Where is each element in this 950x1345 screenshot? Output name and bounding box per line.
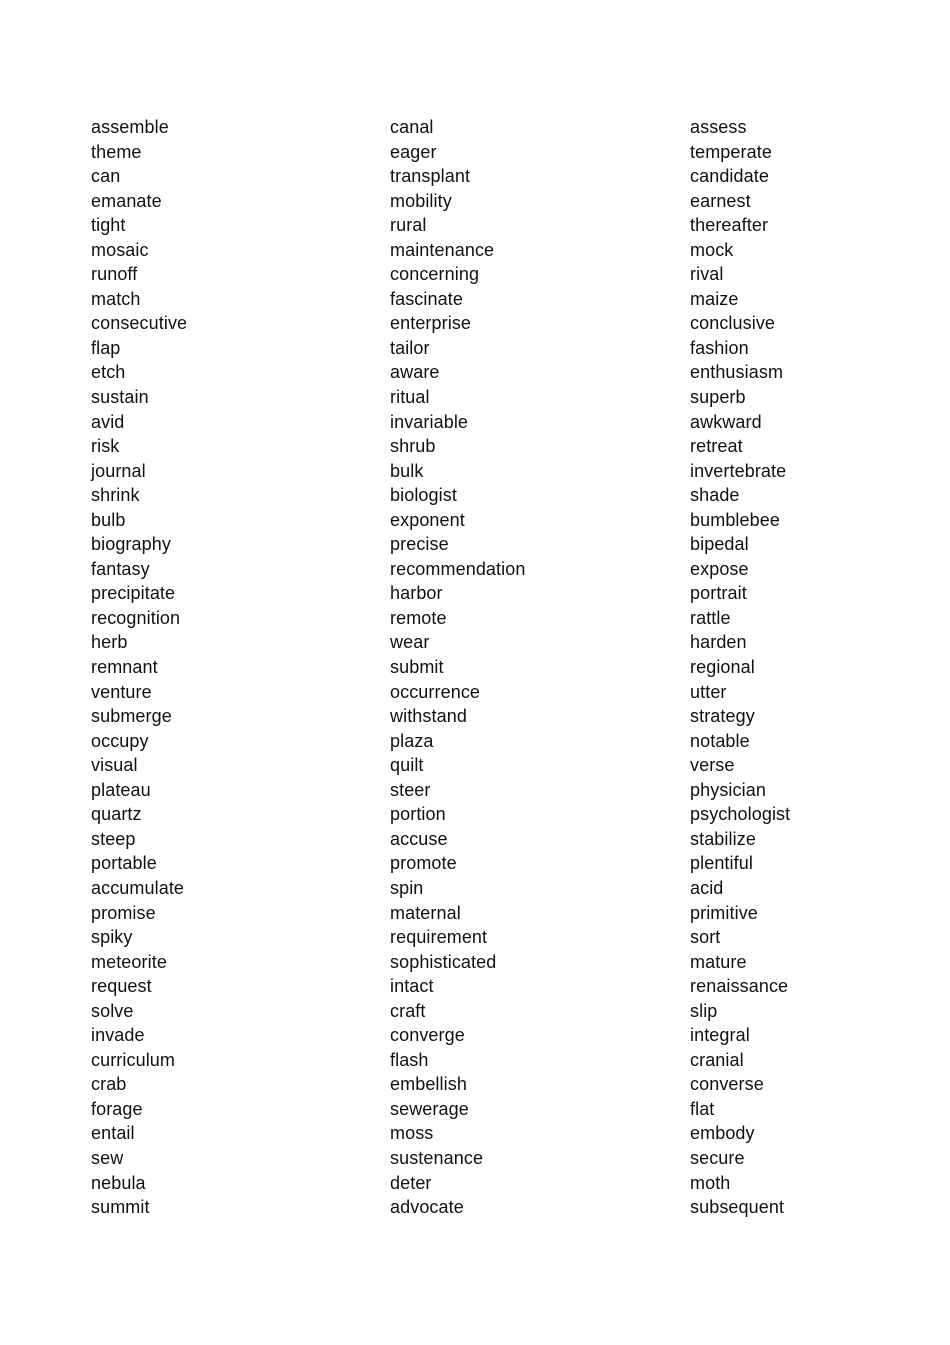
word-item: maternal	[390, 902, 461, 923]
word-item: thereafter	[690, 215, 769, 236]
word-item: fantasy	[91, 558, 150, 579]
word-item: crab	[91, 1074, 127, 1095]
word-item: secure	[690, 1147, 745, 1168]
word-item: sustenance	[390, 1147, 484, 1168]
word-item: cranial	[690, 1049, 744, 1070]
word-item: moss	[390, 1123, 434, 1144]
word-item: verse	[690, 755, 735, 776]
word-item: mobility	[390, 190, 452, 211]
word-item: regional	[690, 657, 755, 678]
word-item: transplant	[390, 166, 471, 187]
word-item: advocate	[390, 1197, 464, 1218]
word-item: retreat	[690, 436, 743, 457]
word-item: meteorite	[91, 951, 167, 972]
word-item: submit	[390, 657, 444, 678]
word-item: promote	[390, 853, 457, 874]
word-column-1	[91, 115, 187, 1220]
word-item: harbor	[390, 583, 443, 604]
word-item: embody	[690, 1123, 755, 1144]
word-item: tight	[91, 215, 126, 236]
word-item: bumblebee	[690, 509, 780, 530]
word-item: portable	[91, 853, 157, 874]
word-item: renaissance	[690, 976, 789, 997]
word-item: steer	[390, 779, 431, 800]
word-item: herb	[91, 632, 128, 653]
word-item: awkward	[690, 411, 762, 432]
word-column-3	[690, 115, 790, 1220]
word-item: shade	[690, 485, 740, 506]
word-item: mosaic	[91, 239, 149, 260]
word-item: canal	[390, 117, 434, 137]
word-item: wear	[390, 632, 430, 653]
word-item: portrait	[690, 583, 747, 604]
word-item: assemble	[91, 117, 169, 137]
word-item: recognition	[91, 607, 181, 628]
word-item: journal	[91, 460, 146, 481]
word-item: shrink	[91, 485, 140, 506]
word-item: bipedal	[690, 534, 749, 555]
word-item: promise	[91, 902, 156, 923]
word-item: runoff	[91, 264, 138, 285]
word-item: rural	[390, 215, 427, 236]
word-item: biography	[91, 534, 171, 555]
word-item: fascinate	[390, 288, 463, 309]
word-item: maize	[690, 288, 739, 309]
word-item: plateau	[91, 779, 151, 800]
word-item: recommendation	[390, 558, 526, 579]
word-item: venture	[91, 681, 152, 702]
word-item: invade	[91, 1025, 145, 1046]
word-item: portion	[390, 804, 446, 825]
word-item: fashion	[690, 337, 749, 358]
word-item: candidate	[690, 166, 769, 187]
word-item: occupy	[91, 730, 149, 751]
word-item: occurrence	[390, 681, 481, 702]
word-item: requirement	[390, 927, 488, 948]
word-item: assess	[690, 117, 747, 137]
word-item: physician	[690, 779, 766, 800]
word-item: avid	[91, 411, 125, 432]
word-column-2	[390, 115, 525, 1220]
word-item: integral	[690, 1025, 750, 1046]
word-item: quilt	[390, 755, 424, 776]
word-item: biologist	[390, 485, 457, 506]
word-item: request	[91, 976, 152, 997]
word-item: slip	[690, 1000, 718, 1021]
word-item: enterprise	[390, 313, 472, 334]
word-item: quartz	[91, 804, 142, 825]
word-item: moth	[690, 1172, 731, 1193]
word-item: emanate	[91, 190, 162, 211]
word-item: can	[91, 166, 121, 187]
word-item: bulk	[390, 460, 424, 481]
word-item: plaza	[390, 730, 434, 751]
word-item: invertebrate	[690, 460, 787, 481]
word-item: submerge	[91, 706, 172, 727]
word-item: stabilize	[690, 828, 756, 849]
word-item: remote	[390, 607, 447, 628]
word-item: spiky	[91, 927, 133, 948]
word-item: subsequent	[690, 1197, 785, 1218]
word-item: summit	[91, 1197, 150, 1218]
word-item: deter	[390, 1172, 432, 1193]
word-item: maintenance	[390, 239, 495, 260]
word-item: sewerage	[390, 1098, 469, 1119]
word-item: acid	[690, 877, 724, 898]
word-item: bulb	[91, 509, 126, 530]
word-item: solve	[91, 1000, 134, 1021]
word-item: shrub	[390, 436, 436, 457]
word-item: consecutive	[91, 313, 188, 334]
word-item: utter	[690, 681, 727, 702]
word-item: remnant	[91, 657, 158, 678]
word-item: entail	[91, 1123, 135, 1144]
word-item: craft	[390, 1000, 426, 1021]
word-item: sophisticated	[390, 951, 497, 972]
word-item: rattle	[690, 607, 731, 628]
word-item: harden	[690, 632, 747, 653]
word-item: converse	[690, 1074, 764, 1095]
word-item: exponent	[390, 509, 465, 530]
word-item: tailor	[390, 337, 430, 358]
word-item: conclusive	[690, 313, 776, 334]
word-item: curriculum	[91, 1049, 176, 1070]
word-item: superb	[690, 387, 746, 408]
word-item: mature	[690, 951, 747, 972]
word-item: sew	[91, 1147, 124, 1168]
word-item: risk	[91, 436, 120, 457]
word-item: eager	[390, 141, 437, 162]
word-item: theme	[91, 141, 142, 162]
word-item: accuse	[390, 828, 448, 849]
word-item: accumulate	[91, 877, 185, 898]
word-item: precipitate	[91, 583, 176, 604]
word-item: expose	[690, 558, 749, 579]
word-item: intact	[390, 976, 434, 997]
word-item: strategy	[690, 706, 755, 727]
word-item: flat	[690, 1098, 715, 1119]
word-item: embellish	[390, 1074, 467, 1095]
word-item: enthusiasm	[690, 362, 784, 383]
word-item: etch	[91, 362, 126, 383]
word-item: sustain	[91, 387, 149, 408]
word-item: visual	[91, 755, 138, 776]
word-item: steep	[91, 828, 136, 849]
word-item: forage	[91, 1098, 143, 1119]
word-item: spin	[390, 877, 424, 898]
word-item: concerning	[390, 264, 480, 285]
word-item: sort	[690, 927, 721, 948]
word-item: primitive	[690, 902, 758, 923]
word-item: rival	[690, 264, 724, 285]
word-item: temperate	[690, 141, 772, 162]
word-item: invariable	[390, 411, 469, 432]
word-item: psychologist	[690, 804, 791, 825]
word-item: precise	[390, 534, 449, 555]
word-item: ritual	[390, 387, 430, 408]
word-item: flash	[390, 1049, 429, 1070]
word-item: plentiful	[690, 853, 753, 874]
word-item: match	[91, 288, 141, 309]
word-item: mock	[690, 239, 734, 260]
word-item: earnest	[690, 190, 751, 211]
word-item: aware	[390, 362, 440, 383]
word-item: notable	[690, 730, 750, 751]
word-item: converge	[390, 1025, 465, 1046]
word-item: flap	[91, 337, 121, 358]
word-item: nebula	[91, 1172, 146, 1193]
word-item: withstand	[390, 706, 467, 727]
